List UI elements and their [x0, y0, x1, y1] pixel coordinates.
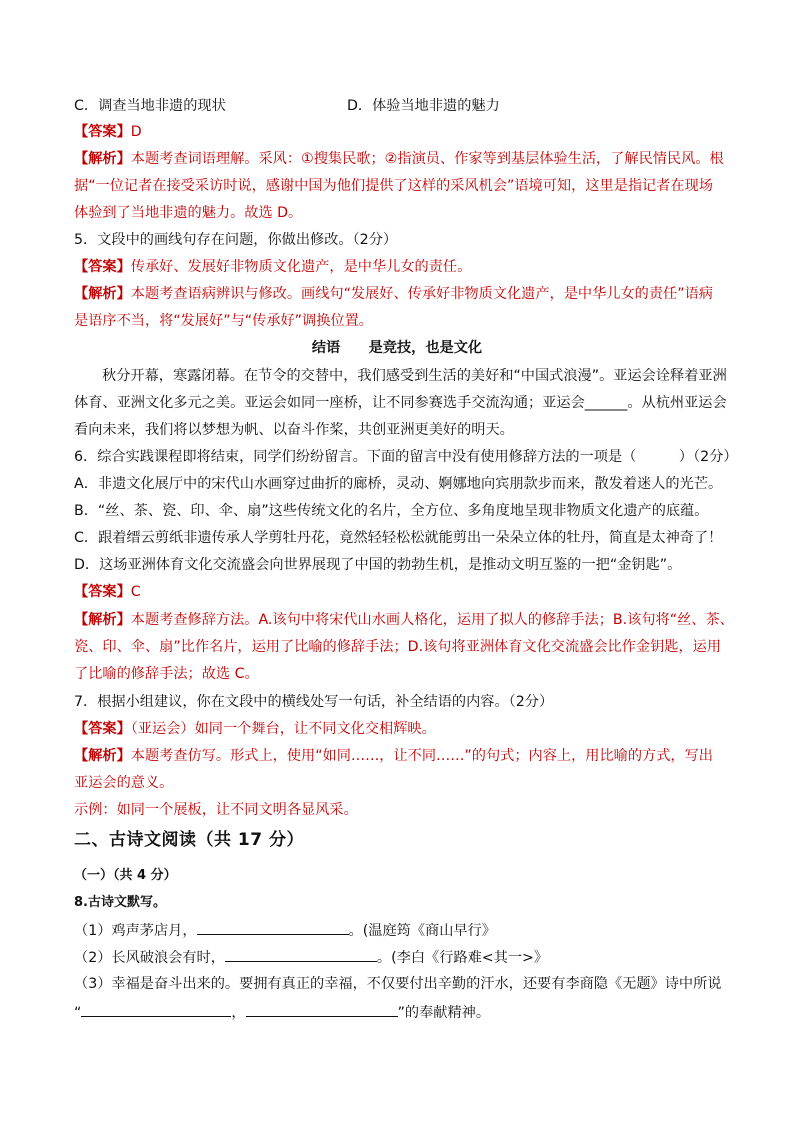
q7-analysis-2: 亚运会的意义。 — [74, 775, 174, 791]
analysis-label: 【解析】 — [74, 748, 131, 764]
answer-text: （亚运会）如同一个舞台，让不同文化交相辉映。 — [130, 721, 436, 737]
option-c: C．调查当地非遗的现状 — [74, 98, 226, 114]
conclusion-para-1: 秋分开幕，寒露闭幕。在节令的交替中，我们感受到生活的美好和“中国式浪漫”。亚运会诠释着亚洲 — [102, 368, 727, 384]
option-d: D．体验当地非遗的魅力 — [347, 98, 500, 114]
q8-item-3-suffix: ”的奉献精神。 — [397, 1005, 491, 1021]
q4-analysis-2: 据“一位记者在接受采访时说，感谢中国为他们提供了这样的采风机会”语境可知，这里是指记者在现场 — [74, 178, 713, 194]
q4-answer — [74, 122, 142, 142]
analysis-text: 本题考查词语理解。采风：①搜集民歌；②指演员、作家等到基层体验生活，了解民情民风。根 — [130, 151, 724, 167]
answer-blank[interactable] — [197, 920, 349, 935]
answer-text: D — [130, 124, 142, 140]
q8-item-3: （3）幸福是奋斗出来的。要拥有真正的幸福，不仅要付出辛勤的汗水，还要有李商隐《无题》诗中所说 — [74, 976, 722, 992]
answer-label: 【答案】 — [74, 124, 131, 140]
q6-analysis-3: 了比喻的修辞手法；故选 C。 — [74, 666, 259, 682]
q8-item-2-prefix: （2）长风破浪会有时， — [74, 950, 225, 966]
analysis-text: 本题考查仿写。形式上，使用“如同……，让不同……”的句式；内容上，用比喻的方式，写出 — [130, 748, 713, 764]
q7-example: 示例：如同一个展板，让不同文明各显风采。 — [74, 802, 358, 818]
answer-label: 【答案】 — [74, 721, 131, 737]
q8-item-2 — [74, 947, 548, 968]
q6-option-d: D．这场亚洲体育文化交流盛会向世界展现了中国的勃勃生机，是推动文明互鉴的一把“金钥匙”。 — [74, 557, 682, 573]
analysis-text: 本题考查修辞方法。A.该句中将宋代山水画人格化，运用了拟人的修辞手法；B.该句将“丝、茶、 — [130, 612, 734, 628]
q4-analysis-1 — [74, 149, 724, 169]
answer-label: 【答案】 — [74, 584, 131, 600]
q7-answer — [74, 719, 436, 739]
q6-option-c: C．跟着缙云剪纸非遗传承人学剪牡丹花，竟然轻轻松松就能剪出一朵朵立体的牡丹，简直是太神奇了！ — [74, 530, 723, 546]
q8-item-2-suffix: 。(李白《行路难<其一>》 — [376, 950, 549, 966]
q6-analysis-1 — [74, 610, 734, 630]
q5-question: 5．文段中的画线句存在问题，你做出修改。（2分） — [74, 232, 398, 248]
analysis-label: 【解析】 — [74, 612, 131, 628]
subsection-heading: （一）（共 4 分） — [74, 868, 177, 883]
conclusion-para-2: 体育、亚洲文化多元之美。亚运会如同一座桥，让不同参赛选手交流沟通；亚运会______。从杭州亚运会 — [74, 395, 727, 411]
comma: ， — [231, 1005, 246, 1021]
answer-text: 传承好、发展好非物质文化遗产，是中华儿女的责任。 — [130, 259, 472, 275]
analysis-label: 【解析】 — [74, 286, 131, 302]
q8-item-1-prefix: （1）鸡声茅店月， — [74, 923, 197, 939]
q7-question: 7．根据小组建议，你在文段中的横线处写一句话，补全结语的内容。（2分） — [74, 694, 554, 710]
answer-text: C — [130, 584, 141, 600]
q8-item-3-blanks — [74, 1002, 490, 1023]
q8-item-1-suffix: 。(温庭筠《商山早行》 — [348, 923, 496, 939]
q6-analysis-2: 瓷、印、伞、扇”比作名片，运用了比喻的修辞手法；D.该句将亚洲体育文化交流盛会比作金钥匙，运用 — [74, 639, 722, 655]
q7-analysis-1 — [74, 746, 713, 766]
q6-option-b: B．“丝、茶、瓷、印、伞、扇”这些传统文化的名片，全方位、多角度地呈现非物质文化遗产的底蕴。 — [74, 503, 709, 519]
q6-question: 6．综合实践课程即将结束，同学们纷纷留言。下面的留言中没有使用修辞方法的一项是（ ）（2分） — [74, 449, 738, 465]
answer-blank[interactable] — [225, 947, 377, 962]
section-heading: 二、古诗文阅读（共 17 分） — [74, 830, 304, 850]
answer-blank[interactable] — [246, 1002, 398, 1017]
q5-answer — [74, 257, 471, 277]
q8-title: 8.古诗文默写。 — [74, 895, 166, 910]
q5-analysis-2: 是语序不当，将“发展好”与“传承好”调换位置。 — [74, 313, 373, 329]
answer-blank[interactable] — [81, 1002, 231, 1017]
open-quote: “ — [74, 1005, 82, 1021]
q4-analysis-3: 体验到了当地非遗的魅力。故选 D。 — [74, 205, 303, 221]
q6-option-a: A．非遗文化展厅中的宋代山水画穿过曲折的廊桥，灵动、婀娜地向宾朋款步而来，散发着迷人的光芒。 — [74, 476, 723, 492]
q6-answer — [74, 582, 141, 602]
conclusion-title: 结语 是竞技，也是文化 — [311, 340, 483, 356]
q5-analysis-1 — [74, 284, 713, 304]
q8-item-1 — [74, 920, 496, 941]
answer-label: 【答案】 — [74, 259, 131, 275]
analysis-text: 本题考查语病辨识与修改。画线句“发展好、传承好非物质文化遗产，是中华儿女的责任”语病 — [130, 286, 713, 302]
analysis-label: 【解析】 — [74, 151, 131, 167]
conclusion-para-3: 看向未来，我们将以梦想为帆、以奋斗作桨，共创亚洲更美好的明天。 — [74, 422, 514, 438]
